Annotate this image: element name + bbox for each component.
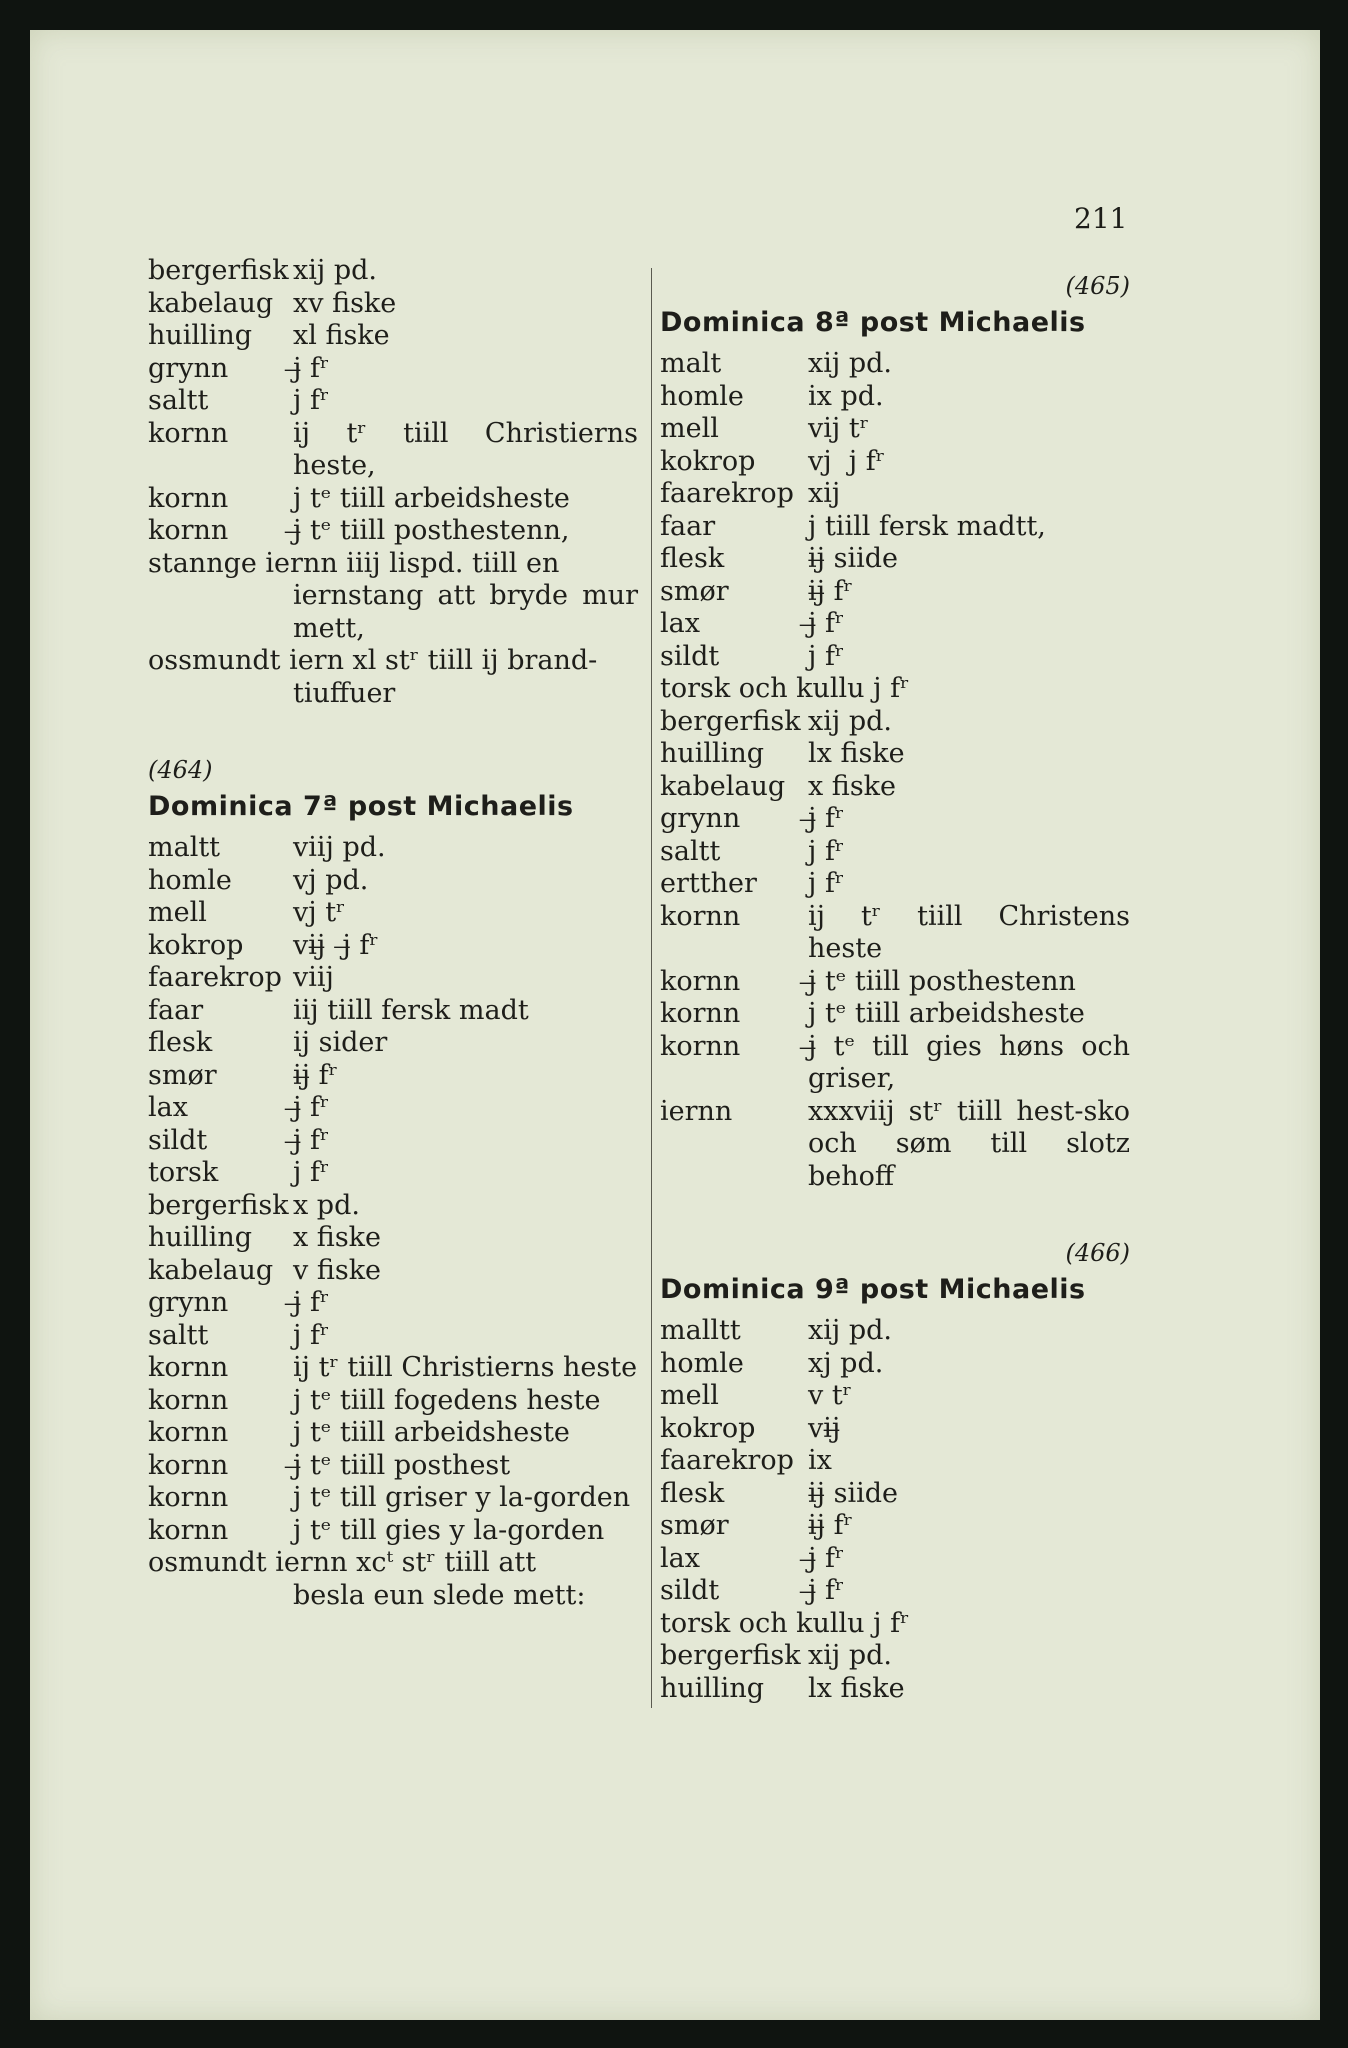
entry-row	[148, 1157, 638, 1190]
section-ref: (466)	[1065, 1239, 1130, 1267]
entry-list	[148, 255, 647, 548]
entry-row	[660, 1380, 1130, 1413]
entry-row	[660, 1095, 1139, 1194]
entry-item: kornn	[148, 417, 229, 449]
entry-line: torsk och kullu j fʳ	[660, 673, 910, 704]
entry-row	[148, 995, 638, 1028]
entry-item: homle	[148, 864, 232, 896]
entry-row	[148, 1027, 638, 1060]
entry-quantity: ix	[808, 1445, 832, 1476]
entry-row	[660, 1030, 1139, 1096]
entry-row	[660, 608, 1130, 641]
entry-quantity: lx fiske	[808, 738, 905, 769]
entry-line: ossmundt iern xl stʳ tiill ij brand-	[148, 645, 598, 676]
entry-quantity: xij pd.	[808, 1315, 892, 1346]
entry-row	[660, 1413, 1130, 1446]
entry-item: kokrop	[148, 929, 244, 961]
entry-item: kornn	[148, 1482, 229, 1513]
entry-row	[660, 511, 1130, 544]
entry-item: lax	[148, 1092, 188, 1123]
section-ref: (465)	[1065, 272, 1130, 300]
section-heading: Dominica 7ª post Michaelis	[148, 791, 574, 822]
entry-quantity: xj pd.	[808, 1347, 884, 1379]
entry-item: kabelaug	[148, 287, 274, 319]
entry-item: homle	[660, 1347, 744, 1379]
entry-quantity: vij tʳ	[808, 413, 870, 444]
entry-quantity: j̶ tᵉ till gies høns och griser,	[808, 1030, 1139, 1094]
entry-quantity: xij pd.	[293, 255, 377, 286]
entry-item: kabelaug	[660, 770, 786, 802]
entry-item: smør	[148, 1059, 217, 1091]
entry-row	[660, 900, 1139, 966]
entry-item: flesk	[660, 543, 725, 574]
entry-item: iernn	[660, 1095, 733, 1127]
entry-item: kornn	[148, 1417, 229, 1448]
entry-quantity: vij̶	[808, 1412, 841, 1444]
entry-row	[660, 576, 1130, 609]
entry-row	[660, 641, 1130, 674]
entry-item: maltt	[148, 832, 221, 863]
entry-item: smør	[660, 1510, 729, 1541]
entry-item: grynn	[148, 352, 229, 384]
entry-item: bergerfisk	[660, 705, 801, 737]
entry-item: saltt	[148, 385, 209, 416]
entry-item: bergerfisk	[148, 1189, 289, 1221]
entry-quantity: j̶ fʳ	[808, 608, 845, 639]
entry-row	[660, 413, 1130, 446]
entry-quantity: v fiske	[293, 1254, 382, 1286]
entry-quantity: viij	[293, 962, 334, 993]
entry-quantity: viij pd.	[293, 832, 386, 863]
entry-list	[148, 832, 638, 1547]
entry-item: sildt	[148, 1124, 208, 1156]
entry-item: kornn	[148, 515, 229, 546]
entry-item: saltt	[148, 1319, 209, 1351]
entry-row	[148, 1450, 638, 1483]
entry-quantity: ij̶ siide	[808, 1477, 898, 1509]
entry-row	[660, 771, 1130, 804]
entry-row	[148, 1352, 638, 1385]
entry-list	[660, 348, 1130, 673]
entry-list	[660, 705, 1139, 1194]
entry-quantity: j fʳ	[293, 1319, 330, 1351]
entry-line: osmundt iernn xcᵗ stʳ tiill att	[148, 1547, 537, 1578]
entry-row	[660, 1315, 1130, 1348]
entry-quantity: xxxviij stʳ tiill hest-sko och søm till slotz behoff	[808, 1095, 1139, 1192]
entry-row	[148, 1255, 638, 1288]
entry-quantity: j tᵉ till gies y la-gorden	[293, 1514, 605, 1546]
entry-row	[148, 1482, 638, 1515]
entry-row	[660, 1673, 1130, 1706]
page-number: 211	[1074, 202, 1128, 235]
entry-item: kornn	[148, 1352, 229, 1383]
entry-item: grynn	[660, 803, 741, 834]
entry-row	[148, 865, 638, 898]
entry-row	[660, 1543, 1130, 1576]
entry-item: huilling	[660, 1672, 764, 1704]
entry-item: torsk	[148, 1157, 219, 1188]
entry-line: stannge iernn iiij lispd. tiill en	[148, 547, 560, 579]
entry-row	[660, 868, 1130, 901]
entry-row	[660, 1510, 1130, 1543]
entry-quantity: ij tʳ tiill Christens heste	[808, 900, 1139, 964]
entry-item: kornn	[148, 1449, 229, 1481]
entry-item: ertther	[660, 868, 757, 899]
entry-row	[660, 381, 1130, 414]
entry-continuation: besla eun slede mett:	[293, 1579, 586, 1611]
entry-quantity: j fʳ	[808, 640, 845, 672]
entry-quantity: x fiske	[808, 770, 897, 802]
left-column	[148, 255, 647, 1612]
entry-quantity: j fʳ	[293, 385, 330, 416]
entry-quantity: vj pd.	[293, 864, 369, 896]
entry-quantity: j̶ fʳ	[293, 352, 330, 384]
entry-item: faar	[148, 994, 204, 1026]
entry-item: huilling	[148, 1222, 252, 1253]
entry-item: faarekrop	[148, 962, 282, 993]
entry-row	[660, 836, 1130, 869]
entry-row	[660, 738, 1130, 771]
entry-quantity: ij tʳ tiill Christierns heste	[293, 1352, 638, 1383]
entry-quantity: x pd.	[293, 1189, 360, 1221]
entry-quantity: j̶ fʳ	[293, 1124, 330, 1156]
entry-quantity: ij̶ fʳ	[293, 1059, 338, 1091]
entry-quantity: j̶ fʳ	[293, 1092, 330, 1123]
entry-quantity: j fʳ	[808, 835, 845, 867]
entry-item: mell	[148, 897, 207, 928]
entry-quantity: ix pd.	[808, 380, 884, 412]
entry-item: flesk	[660, 1477, 725, 1509]
right-column	[660, 270, 1139, 1705]
entry-list	[660, 1315, 1130, 1608]
entry-quantity: ij̶ fʳ	[808, 1510, 853, 1541]
entry-quantity: j fʳ	[808, 868, 845, 899]
entry-quantity: j tᵉ till griser y la-gorden	[293, 1482, 631, 1513]
entry-row	[148, 515, 638, 548]
entry-row	[660, 706, 1130, 739]
entry-quantity: vj j fʳ	[808, 445, 886, 477]
entry-quantity: xij	[808, 478, 841, 509]
entry-quantity: v tʳ	[808, 1380, 853, 1411]
entry-item: malltt	[660, 1315, 741, 1346]
entry-quantity: j fʳ	[293, 1157, 330, 1188]
entry-item: sildt	[660, 640, 720, 672]
entry-item: sildt	[660, 1575, 720, 1606]
entry-item: kabelaug	[148, 1254, 274, 1286]
section-heading: Dominica 9ª post Michaelis	[660, 1274, 1086, 1305]
entry-row	[148, 483, 638, 516]
entry-row	[148, 1287, 638, 1320]
entry-item: huilling	[660, 738, 764, 769]
entry-row	[660, 1348, 1130, 1381]
entry-row	[660, 1478, 1130, 1511]
entry-row	[148, 1385, 638, 1418]
entry-continuation: tiuffuer	[293, 677, 396, 709]
entry-item: malt	[660, 348, 722, 379]
entry-item: kornn	[660, 900, 741, 932]
entry-row	[660, 1575, 1130, 1608]
entry-quantity: iij tiill fersk madt	[293, 994, 529, 1026]
entry-row	[660, 966, 1130, 999]
entry-row	[660, 998, 1130, 1031]
entry-row	[660, 1445, 1130, 1478]
entry-quantity: j tᵉ tiill fogedens heste	[293, 1384, 601, 1416]
section-heading: Dominica 8ª post Michaelis	[660, 307, 1086, 338]
entry-item: mell	[660, 413, 719, 444]
entry-row	[148, 353, 638, 386]
entry-item: bergerfisk	[660, 1640, 801, 1671]
entry-quantity: vij̶ j̶ fʳ	[293, 929, 379, 961]
entry-item: lax	[660, 608, 700, 639]
entry-item: saltt	[660, 835, 721, 867]
section-ref: (464)	[148, 756, 213, 784]
entry-quantity: j tᵉ tiill arbeidsheste	[293, 1417, 570, 1448]
entry-quantity: xij pd.	[808, 348, 892, 379]
page	[30, 30, 1320, 2020]
entry-item: kornn	[148, 1514, 229, 1546]
entry-item: kornn	[660, 998, 741, 1029]
entry-quantity: j tiill fersk madtt,	[808, 510, 1046, 542]
entry-quantity: j̶ tᵉ tiill posthestenn,	[293, 515, 570, 546]
entry-item: faar	[660, 510, 716, 542]
entry-item: bergerfisk	[148, 255, 289, 286]
entry-item: smør	[660, 575, 729, 607]
entry-item: kornn	[148, 1384, 229, 1416]
entry-quantity: j̶ fʳ	[293, 1287, 330, 1318]
entry-row	[148, 385, 638, 418]
entry-row	[148, 255, 638, 288]
entry-item: lax	[660, 1542, 700, 1574]
entry-item: kokrop	[660, 1412, 756, 1444]
entry-quantity: j̶ fʳ	[808, 1575, 845, 1606]
entry-row	[148, 288, 638, 321]
entry-quantity: ij tʳ tiill Christierns heste,	[293, 417, 647, 481]
entry-row	[148, 1222, 638, 1255]
entry-row	[148, 930, 638, 963]
entry-quantity: xl fiske	[293, 320, 390, 351]
entry-item: kornn	[660, 1030, 741, 1062]
entry-list	[660, 1640, 1130, 1705]
entry-quantity: lx fiske	[808, 1672, 905, 1704]
entry-item: mell	[660, 1380, 719, 1411]
entry-row	[148, 1060, 638, 1093]
column-divider	[651, 268, 652, 1708]
entry-quantity: xv fiske	[293, 287, 397, 319]
entry-item: homle	[660, 380, 744, 412]
entry-row	[660, 446, 1130, 479]
entry-quantity: ij̶ siide	[808, 543, 898, 574]
entry-row	[148, 897, 638, 930]
entry-row	[148, 1320, 638, 1353]
entry-row	[660, 543, 1130, 576]
entry-item: kokrop	[660, 445, 756, 477]
entry-quantity: j tᵉ tiill arbeidsheste	[808, 998, 1085, 1029]
entry-item: kornn	[148, 482, 229, 514]
entry-item: grynn	[148, 1287, 229, 1318]
entry-continuation: iernstang att bryde mur mett,	[293, 580, 638, 644]
entry-row	[148, 832, 638, 865]
entry-quantity: vj tʳ	[293, 897, 346, 928]
entry-quantity: j̶ tᵉ tiill posthestenn	[808, 965, 1076, 997]
entry-quantity: xij pd.	[808, 1640, 892, 1671]
entry-quantity: j̶ fʳ	[808, 803, 845, 834]
entry-quantity: j̶ fʳ	[808, 1542, 845, 1574]
entry-row	[148, 1190, 638, 1223]
entry-line: torsk och kullu j fʳ	[660, 1607, 910, 1639]
entry-row	[148, 1417, 638, 1450]
entry-row	[148, 1125, 638, 1158]
entry-row	[148, 962, 638, 995]
entry-row	[660, 348, 1130, 381]
entry-row	[148, 320, 638, 353]
entry-row	[660, 803, 1130, 836]
entry-item: huilling	[148, 320, 252, 351]
entry-quantity: j̶ tᵉ tiill posthest	[293, 1449, 511, 1481]
entry-item: flesk	[148, 1027, 213, 1058]
entry-item: kornn	[660, 965, 741, 997]
entry-item: faarekrop	[660, 478, 794, 509]
entry-quantity: xij pd.	[808, 705, 892, 737]
entry-row	[148, 1515, 638, 1548]
entry-quantity: j tᵉ tiill arbeidsheste	[293, 482, 570, 514]
entry-row	[660, 478, 1130, 511]
entry-row	[660, 1640, 1130, 1673]
entry-quantity: ij sider	[293, 1027, 388, 1058]
entry-row	[148, 1092, 638, 1125]
entry-quantity: ij̶ fʳ	[808, 575, 853, 607]
entry-item: faarekrop	[660, 1445, 794, 1476]
entry-row	[148, 417, 647, 483]
entry-quantity: x fiske	[293, 1222, 382, 1253]
